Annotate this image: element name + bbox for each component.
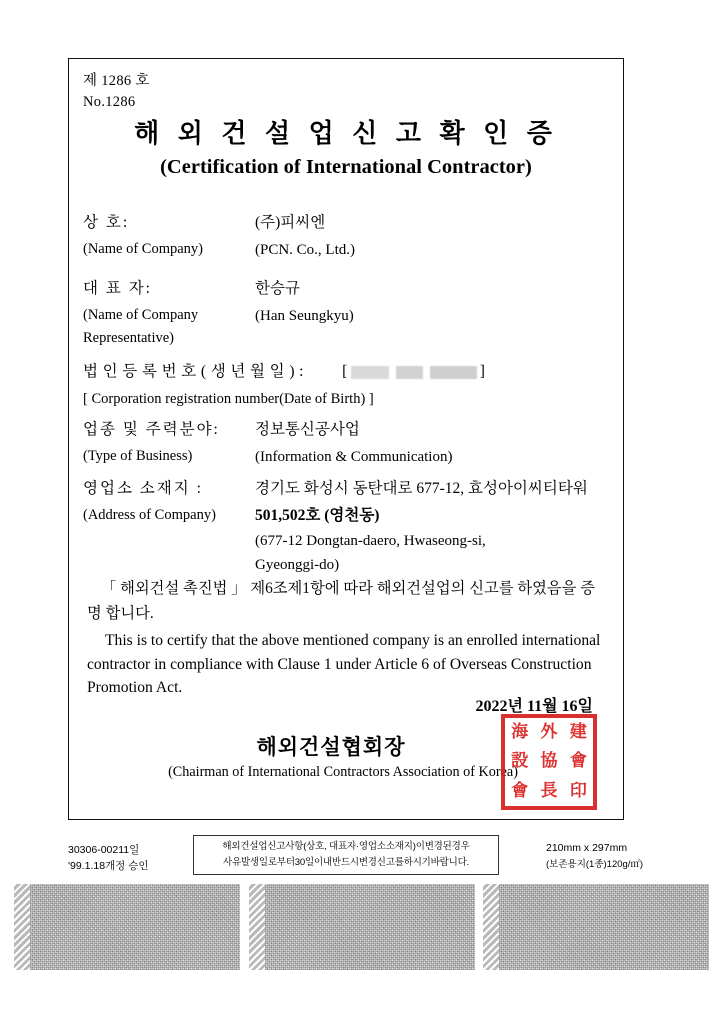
field-corporation-registration-en bbox=[83, 385, 609, 412]
field-business-type-en bbox=[83, 445, 609, 469]
official-seal-stamp bbox=[501, 714, 597, 810]
seal-char-7: 會 bbox=[511, 780, 529, 801]
field-corporation-registration bbox=[83, 358, 609, 385]
field-value-business-type-en: (Information & Communication) bbox=[255, 449, 453, 466]
field-value-company-name-en: (PCN. Co., Ltd.) bbox=[255, 241, 356, 258]
page-title-en: (Certification of International Contractor) bbox=[160, 156, 532, 178]
scan-noise-strip-right bbox=[483, 884, 709, 970]
signer-title-ko: 해외건설협회장 bbox=[256, 735, 406, 759]
field-address-ko bbox=[83, 477, 609, 502]
field-label-company-name-en: (Name of Company) bbox=[83, 240, 203, 257]
field-business-type-ko bbox=[83, 418, 609, 443]
seal-char-2: 外 bbox=[540, 722, 558, 743]
footer-form-code-line2: '99.1.18개정 승인 bbox=[68, 859, 149, 872]
seal-char-8: 長 bbox=[540, 780, 558, 801]
seal-char-1: 海 bbox=[511, 722, 529, 743]
scan-noise-strip-center bbox=[249, 884, 475, 970]
document-number bbox=[83, 71, 150, 113]
field-label-company-name-ko: 상 호: bbox=[83, 214, 130, 231]
footer-form-code bbox=[68, 843, 149, 875]
certification-statement-en-text: This is to certify that the above mentioned company is an enrolled international contractor in compliance with Clause 1 under Article 6 of Overseas Construction Promotion Act. bbox=[87, 632, 601, 697]
certification-statement-en bbox=[87, 629, 607, 700]
scan-noise-strips bbox=[14, 884, 709, 970]
footer-paper-size: 210mm x 297mm bbox=[546, 842, 628, 854]
field-address-en bbox=[83, 504, 609, 577]
field-label-corporation-registration-en: [ Corporation registration number(Date of Birth) ] bbox=[83, 391, 374, 408]
footer-notice-line1: 해외건설업신고사항(상호, 대표자·영업소소재지)이변경된경우 bbox=[222, 841, 470, 853]
document-number-ko: 제 1286 호 bbox=[83, 73, 150, 89]
issue-date: 2022년 11월 16일 bbox=[475, 698, 593, 715]
field-value-company-name-ko: (주)피씨엔 bbox=[255, 214, 326, 231]
footer-notice-line2: 사유발생일로부터30일이내반드시변경신고를하시기바랍니다. bbox=[222, 857, 469, 868]
page-title-ko: 해 외 건 설 업 신 고 확 인 증 bbox=[134, 119, 558, 148]
signer-title-en: (Chairman of International Contractors Association of Korea) bbox=[168, 764, 518, 780]
certification-statement-ko-text: 「 해외건설 촉진법 」 제6조제1항에 따라 해외건설업의 신고를 하였음을 증명 합니다. bbox=[87, 580, 596, 622]
field-value-representative-en: (Han Seungkyu) bbox=[255, 307, 354, 324]
footer-form-code-line1: 30306-00211일 bbox=[68, 844, 140, 856]
field-value-address-ko-line1: 경기도 화성시 동탄대로 677-12, 효성아이씨티타워 bbox=[255, 480, 588, 498]
seal-char-5: 協 bbox=[540, 751, 558, 772]
field-label-representative-ko: 대 표 자: bbox=[83, 279, 152, 297]
field-list bbox=[83, 211, 609, 579]
field-company-name-en bbox=[83, 238, 609, 262]
field-label-representative-en: (Name of Company Representative) bbox=[83, 306, 199, 346]
seal-char-3: 建 bbox=[569, 722, 587, 743]
field-company-name-ko bbox=[83, 211, 609, 236]
field-label-corporation-registration-ko: 법 인 등 록 번 호 ( 생 년 월 일 ) : bbox=[83, 362, 304, 380]
field-value-address-rest bbox=[255, 504, 486, 577]
field-representative-en bbox=[83, 304, 609, 350]
scan-noise-strip-left bbox=[14, 884, 240, 970]
field-value-address-en-line1: (677-12 Dongtan-daero, Hwaseong-si, bbox=[255, 532, 486, 549]
seal-char-4: 設 bbox=[511, 751, 529, 772]
bracket-open: [ bbox=[342, 362, 348, 380]
field-value-representative-ko: 한승규 bbox=[255, 279, 300, 297]
field-label-business-type-en: (Type of Business) bbox=[83, 448, 193, 465]
spacer bbox=[83, 264, 609, 277]
field-label-address-ko: 영업소 소재지 : bbox=[83, 480, 203, 498]
field-representative-ko bbox=[83, 277, 609, 302]
footer-paper-weight: (보존용지(1종)120g/㎡) bbox=[546, 858, 644, 870]
field-label-business-type-ko: 업종 및 주력분야: bbox=[83, 421, 220, 439]
field-label-address-en: (Address of Company) bbox=[83, 507, 216, 524]
bracket-close: ] bbox=[479, 362, 486, 380]
field-value-address-ko-line2: 501,502호 (영천동) bbox=[255, 507, 380, 525]
seal-char-6: 會 bbox=[569, 751, 587, 772]
footer-notice-box bbox=[193, 835, 499, 875]
field-value-business-type-ko: 정보통신공사업 bbox=[255, 421, 360, 439]
certificate-sheet bbox=[68, 58, 624, 820]
field-value-address-en-line2: Gyeonggi-do) bbox=[255, 556, 340, 573]
seal-char-9: 印 bbox=[569, 780, 587, 801]
redacted-registration-number bbox=[351, 366, 477, 379]
document-number-en: No.1286 bbox=[83, 94, 136, 111]
certification-statement-ko bbox=[87, 577, 607, 627]
footer-paper-spec bbox=[546, 840, 643, 872]
